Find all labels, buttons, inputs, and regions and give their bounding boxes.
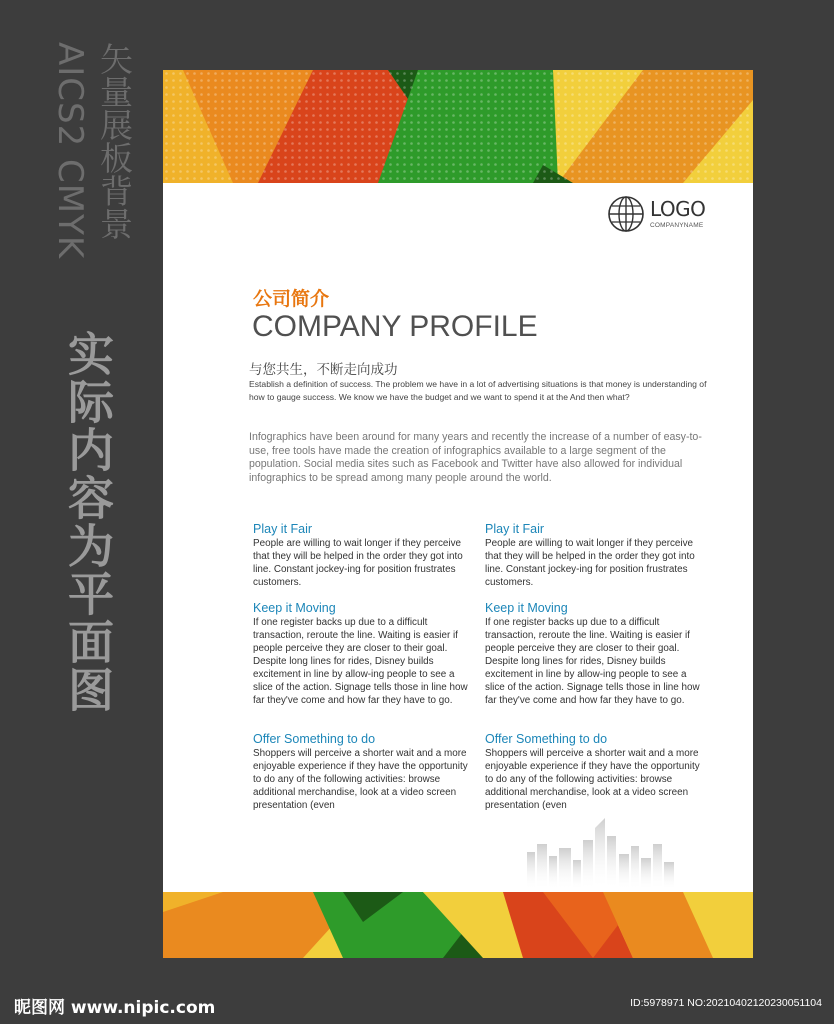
- title-chinese: 公司简介: [253, 288, 330, 310]
- section-keep-it-moving: [253, 601, 468, 707]
- subtitle-chinese: 与您共生，不断走向成功: [249, 362, 398, 378]
- section-heading: Offer Something to do: [253, 732, 376, 746]
- city-skyline-graphic: [513, 810, 693, 890]
- poster: [163, 70, 753, 958]
- section-body: People are willing to wait longer if they perceive that they will be helped in the order they got into line. Constant jockey-ing for position frustrates customers.: [485, 538, 695, 588]
- side-label-vector-board: 矢量展板背景: [95, 42, 134, 240]
- section-body: If one register backs up due to a difficult transaction, reroute the line. Waiting is easier if people perceive they are closer to their goal. Despite long lines for rides, Disney builds excitement in line by allow-ing people to see a slice of the action. Signage tells those in line how far they've come and how far they have to go.: [253, 617, 468, 706]
- site-watermark: 昵图网 www.nipic.com: [14, 998, 216, 1018]
- section-body: If one register backs up due to a difficult transaction, reroute the line. Waiting is easier if people perceive they are closer to their goal. Despite long lines for rides, Disney builds excitement in line by allow-ing people to see a slice of the action. Signage tells those in line how far they've come and how far they have to go.: [485, 617, 700, 706]
- section-heading: Play it Fair: [485, 522, 545, 536]
- logo-company-name: COMPANYNAME: [650, 222, 704, 229]
- image-id: ID:5978971 NO:20210402120230051104: [630, 997, 822, 1009]
- side-label-notice: 实际内容为平面图: [61, 330, 115, 714]
- section-play-it-fair: [485, 522, 700, 589]
- section-heading: Play it Fair: [253, 522, 313, 536]
- section-body: Shoppers will perceive a shorter wait and a more enjoyable experience if they have the opportunity to do any of the following activities: browse additional merchandise, look at a video screen presentation (even: [253, 748, 468, 811]
- section-body: People are willing to wait longer if they perceive that they will be helped in the order they got into line. Constant jockey-ing for position frustrates customers.: [253, 538, 463, 588]
- logo-text: LOGO: [650, 197, 706, 221]
- section-heading: Keep it Moving: [253, 601, 336, 615]
- logo: [607, 195, 727, 235]
- top-banner-graphic: [163, 70, 753, 183]
- page-title: COMPANY PROFILE: [252, 310, 538, 343]
- section-heading: Offer Something to do: [485, 732, 608, 746]
- section-offer-something: [485, 732, 700, 812]
- section-play-it-fair: [253, 522, 468, 589]
- intro-paragraph-1: Establish a definition of success. The problem we have in a lot of advertising situations is that money is understanding of how to gauge success. We know we have the budget and we want to spend it at the And then what?: [249, 379, 707, 402]
- section-offer-something: [253, 732, 468, 812]
- bottom-banner-graphic: [163, 892, 753, 958]
- intro-paragraph-2: Infographics have been around for many years and recently the increase of a number of easy-to-use, free tools have made the creation of infographics available to a large segment of the population. Social media sites such as Facebook and Twitter have also allowed for individual infographics to be spread among many people around the world.: [249, 431, 702, 484]
- section-keep-it-moving: [485, 601, 700, 707]
- section-heading: Keep it Moving: [485, 601, 568, 615]
- side-label-format: AICS2 CMYK: [50, 42, 90, 260]
- section-body: Shoppers will perceive a shorter wait and a more enjoyable experience if they have the opportunity to do any of the following activities: browse additional merchandise, look at a video screen presentation (even: [485, 748, 700, 811]
- globe-icon: [607, 195, 645, 233]
